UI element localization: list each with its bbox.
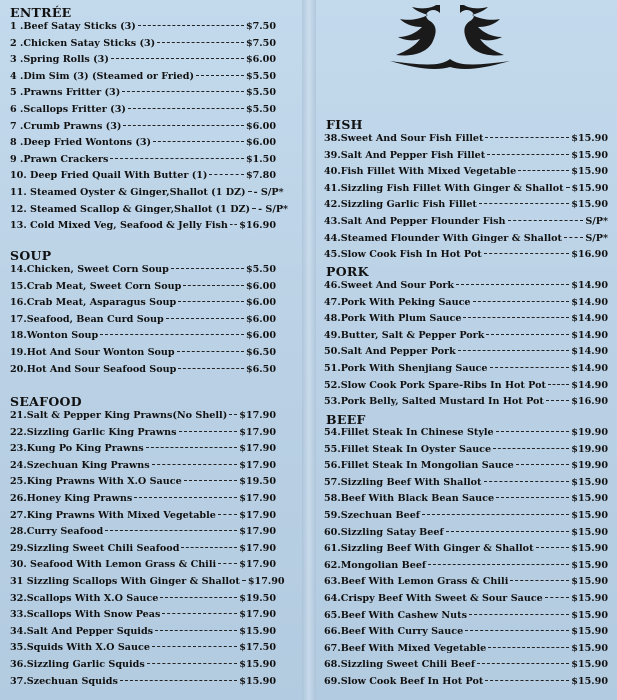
menu-item: [324, 363, 608, 380]
leader-dots: [134, 497, 237, 498]
menu-item-name: 55.Fillet Steak In Oyster Sauce: [324, 443, 492, 455]
menu-item-price: $14.90: [571, 280, 608, 291]
leader-dots: [422, 514, 569, 515]
menu-item: [10, 626, 276, 643]
leader-dots: [122, 91, 244, 92]
menu-item-price: $15.90: [239, 625, 276, 637]
menu-item-name: 15.Crab Meat, Sweet Corn Soup: [10, 280, 182, 292]
menu-item-name: 10. Deep Fried Quail With Butter (1): [10, 170, 208, 182]
menu-item-price: $19.90: [571, 443, 608, 455]
menu-item: [324, 593, 608, 610]
leader-dots: [486, 334, 569, 335]
menu-item-price: $6.50: [245, 346, 276, 358]
menu-item: [324, 233, 608, 250]
menu-item-price: $5.50: [245, 87, 276, 99]
menu-item-name: 2 .Chicken Satay Sticks (3): [10, 37, 156, 49]
menu-item-name: 6 .Scallops Fritter (3): [10, 103, 126, 115]
menu-item-name: 25.King Prawns With X.O Sauce: [10, 476, 182, 488]
leader-dots: [230, 224, 237, 225]
menu-item: [10, 220, 276, 237]
menu-item-name: 59.Szechuan Beef: [324, 509, 420, 521]
menu-item-name: 22.Sizzling Garlic King Prawns: [10, 426, 177, 438]
menu-item-price: $17.90: [239, 559, 276, 571]
menu-item-name: 57.Sizzling Beef With Shallot: [324, 476, 482, 488]
menu-item: [324, 659, 608, 676]
menu-item-name: 18.Wonton Soup: [10, 330, 99, 342]
menu-item-name: 11. Steamed Oyster & Ginger,Shallot (1 DZ): [10, 186, 246, 198]
menu-item-name: 14.Chicken, Sweet Corn Soup: [10, 264, 169, 275]
menu-item-price: $17.90: [239, 443, 276, 455]
leader-dots: [473, 301, 570, 302]
menu-item-name: 53.Pork Belly, Salted Mustard In Hot Pot: [324, 396, 544, 408]
leader-dots: [463, 317, 569, 318]
leader-dots: [123, 125, 244, 126]
menu-item-name: 40.Fish Fillet With Mixed Vegetable: [324, 166, 517, 178]
menu-item-name: 30. Seafood With Lemon Grass & Chili: [10, 559, 217, 571]
leader-dots: [428, 564, 569, 565]
menu-item: [10, 104, 276, 121]
menu-item: [10, 71, 276, 88]
menu-item: [10, 330, 276, 347]
menu-item-name: 58.Beef With Black Bean Sauce: [324, 493, 495, 505]
menu-item: [324, 527, 608, 544]
leader-dots: [496, 497, 569, 498]
menu-item-price: $16.90: [239, 220, 276, 232]
menu-item-price: $5.50: [245, 264, 276, 275]
menu-item-price: $15.90: [571, 592, 608, 604]
leader-dots: [242, 580, 246, 581]
leader-dots: [218, 563, 237, 564]
menu-item: [10, 314, 276, 331]
menu-item-price: $1.50: [245, 153, 276, 165]
menu-item-name: 16.Crab Meat, Asparagus Soup: [10, 297, 177, 309]
menu-item-name: 7 .Crumb Prawns (3): [10, 120, 122, 132]
menu-item: [10, 347, 276, 364]
menu-item-price: $7.80: [245, 170, 276, 182]
menu-item: [10, 281, 276, 298]
menu-item-price: $19.90: [571, 427, 608, 438]
menu-item-name: 28.Curry Seafood: [10, 526, 104, 538]
menu-item-price: $15.90: [571, 675, 608, 687]
menu-item: [10, 121, 276, 138]
menu-item-name: 68.Sizzling Sweet Chili Beef: [324, 659, 475, 671]
leader-dots: [252, 208, 256, 209]
leader-dots: [458, 350, 570, 351]
leader-dots: [536, 547, 570, 548]
menu-item-name: 8 .Deep Fried Wontons (3): [10, 137, 152, 149]
menu-item-name: 26.Honey King Prawns: [10, 492, 133, 504]
menu-item-name: 45.Slow Cook Fish In Hot Pot: [324, 249, 482, 261]
menu-item-price: $15.90: [239, 658, 276, 670]
menu-item: [324, 330, 608, 347]
leader-dots: [171, 268, 244, 269]
menu-item-name: 66.Beef With Curry Sauce: [324, 626, 464, 638]
beef-list: [324, 427, 608, 693]
menu-item-price: $15.90: [571, 576, 608, 588]
leader-dots: [120, 680, 237, 681]
menu-item: [324, 676, 608, 693]
menu-item-price: $15.90: [571, 609, 608, 621]
menu-item: [10, 87, 276, 104]
section-title-soup: SOUP: [10, 248, 52, 263]
seafood-list: [10, 410, 285, 692]
menu-item-name: 44.Steamed Flounder With Ginger & Shallot: [324, 232, 562, 244]
menu-item-price: S/P*: [585, 232, 608, 244]
menu-item-name: 56.Fillet Steak In Mongolian Sauce: [324, 460, 514, 472]
section-title-seafood: SEAFOOD: [10, 394, 82, 409]
menu-item: [324, 543, 608, 560]
menu-item-price: $6.00: [245, 330, 276, 342]
menu-item-name: 12. Steamed Scallop & Ginger,Shallot (1 DZ): [10, 203, 251, 215]
leader-dots: [487, 154, 569, 155]
leader-dots: [229, 414, 237, 415]
leader-dots: [147, 663, 238, 664]
menu-item: [324, 297, 608, 314]
menu-item-name: 46.Sweet And Sour Pork: [324, 280, 455, 291]
menu-item-price: $15.90: [571, 182, 609, 194]
menu-item-price: $15.90: [571, 642, 608, 654]
menu-item-price: $19.50: [239, 476, 276, 488]
menu-item-name: 52.Slow Cook Pork Spare-Ribs In Hot Pot: [324, 379, 546, 391]
menu-item: [10, 170, 276, 187]
fish-list: [324, 133, 608, 266]
menu-item: [10, 559, 276, 576]
menu-item: [10, 642, 276, 659]
leader-dots: [545, 597, 570, 598]
menu-item: [10, 427, 276, 444]
menu-item-name: 62.Mongolian Beef: [324, 559, 427, 571]
menu-item-price: $17.90: [239, 542, 276, 554]
leader-dots: [183, 285, 244, 286]
menu-item-price: $16.90: [571, 249, 608, 261]
menu-item-name: 5 .Prawns Fritter (3): [10, 87, 121, 99]
menu-item: [10, 526, 276, 543]
menu-item: [324, 216, 608, 233]
leader-dots: [446, 531, 570, 532]
menu-item-name: 36.Sizzling Garlic Squids: [10, 658, 145, 670]
menu-item-price: $19.50: [239, 592, 276, 604]
menu-item: [324, 510, 608, 527]
leader-dots: [516, 464, 570, 465]
menu-item-price: $7.50: [245, 37, 276, 49]
menu-item-price: $15.90: [571, 166, 608, 178]
menu-item-price: $14.90: [571, 346, 608, 358]
menu-item-price: $15.90: [571, 659, 608, 671]
menu-item-name: 4 .Dim Sim (3) (Steamed or Fried): [10, 70, 194, 82]
menu-item: [10, 364, 276, 381]
menu-item-price: - S/P*: [253, 186, 284, 198]
leader-dots: [479, 203, 569, 204]
menu-item: [10, 609, 276, 626]
leader-dots: [510, 580, 569, 581]
menu-item-name: 27.King Prawns With Mixed Vegetable: [10, 509, 216, 521]
menu-item: [324, 183, 608, 200]
leader-dots: [488, 647, 569, 648]
section-title-beef: BEEF: [326, 412, 366, 427]
menu-item: [324, 280, 608, 297]
menu-item-name: 51.Pork With Shenjiang Sauce: [324, 362, 488, 374]
menu-item: [324, 380, 608, 397]
leader-dots: [100, 334, 244, 335]
leader-dots: [456, 284, 569, 285]
menu-item-price: $14.90: [571, 379, 608, 391]
menu-item: [10, 203, 289, 221]
leader-dots: [166, 318, 244, 319]
menu-item-name: 23.Kung Po King Prawns: [10, 443, 144, 455]
menu-item: [324, 576, 608, 593]
menu-item-price: $5.50: [245, 103, 276, 115]
menu-item-price: $17.90: [239, 509, 276, 521]
menu-item-price: $15.90: [571, 493, 608, 505]
menu-item: [324, 626, 608, 643]
leader-dots: [162, 613, 237, 614]
menu-item-name: 47.Pork With Peking Sauce: [324, 296, 471, 308]
leader-dots: [484, 253, 570, 254]
menu-item-name: 13. Cold Mixed Veg, Seafood & Jelly Fish: [10, 220, 228, 232]
leader-dots: [196, 75, 244, 76]
menu-item-name: 64.Crispy Beef With Sweet & Sour Sauce: [324, 592, 543, 604]
page-fold: [302, 0, 316, 700]
leader-dots: [179, 431, 238, 432]
leader-dots: [146, 447, 238, 448]
menu-item: [10, 443, 276, 460]
leader-dots: [484, 481, 570, 482]
leader-dots: [490, 367, 570, 368]
soup-list: [10, 264, 276, 380]
menu-item-name: 9 .Prawn Crackers: [10, 153, 109, 165]
leader-dots: [485, 137, 569, 138]
menu-item-name: 34.Salt And Pepper Squids: [10, 625, 154, 637]
leader-dots: [518, 170, 569, 171]
menu-item-price: $14.90: [571, 313, 608, 325]
leader-dots: [566, 187, 570, 188]
menu-item-price: $16.90: [571, 396, 608, 408]
menu-item-price: $17.90: [239, 526, 276, 538]
menu-item-name: 31 Sizzling Scallops With Ginger & Shallot: [10, 575, 240, 587]
leader-dots: [110, 158, 244, 159]
menu-item-price: $17.90: [239, 410, 276, 421]
menu-item-price: $17.90: [239, 426, 276, 438]
menu-item-name: 42.Sizzling Garlic Fish Fillet: [324, 199, 477, 211]
menu-item: [10, 154, 276, 171]
menu-item: [10, 54, 276, 71]
menu-item: [10, 21, 276, 38]
menu-item-name: 61.Sizzling Beef With Ginger & Shallot: [324, 543, 534, 555]
menu-item: [10, 186, 284, 204]
leader-dots: [485, 680, 569, 681]
menu-item-name: 35.Squids With X.O Sauce: [10, 642, 150, 654]
menu-item-price: - S/P*: [258, 203, 289, 215]
menu-item-name: 50.Salt And Pepper Pork: [324, 346, 456, 358]
leader-dots: [209, 174, 243, 175]
menu-item-name: 65.Beef With Cashew Nuts: [324, 609, 467, 621]
leader-dots: [105, 530, 237, 531]
leader-dots: [496, 431, 570, 432]
entree-list: [10, 21, 289, 237]
menu-item-price: $17.50: [239, 642, 276, 654]
menu-item-name: 41.Sizzling Fish Fillet With Ginger & Shallot: [324, 182, 564, 194]
menu-item-name: 67.Beef With Mixed Vegetable: [324, 642, 487, 654]
menu-item: [324, 427, 608, 444]
menu-item-price: $17.90: [239, 459, 276, 471]
menu-item-name: 60.Sizzling Satay Beef: [324, 526, 444, 538]
leader-dots: [493, 448, 569, 449]
menu-item-price: $19.90: [571, 460, 608, 472]
leader-dots: [153, 141, 244, 142]
menu-item-name: 17.Seafood, Bean Curd Soup: [10, 313, 164, 325]
menu-item-price: $6.00: [245, 313, 276, 325]
menu-item-price: $14.90: [571, 329, 608, 341]
menu-item: [324, 610, 608, 627]
leader-dots: [546, 400, 569, 401]
menu-item-name: 33.Scallops With Snow Peas: [10, 609, 161, 621]
leader-dots: [465, 630, 569, 631]
menu-item-price: $14.90: [571, 296, 608, 308]
menu-item-price: $6.00: [245, 297, 276, 309]
menu-item-price: $15.90: [571, 199, 608, 211]
leader-dots: [128, 108, 244, 109]
leader-dots: [178, 368, 244, 369]
menu-item-price: $15.90: [571, 559, 608, 571]
menu-item: [324, 493, 608, 510]
leader-dots: [138, 25, 244, 26]
menu-item-name: 29.Sizzling Sweet Chili Seafood: [10, 542, 180, 554]
menu-item-price: $15.90: [239, 675, 276, 687]
menu-item: [10, 38, 276, 55]
menu-item: [324, 643, 608, 660]
leader-dots: [469, 614, 569, 615]
menu-item-price: $15.90: [571, 509, 608, 521]
menu-item-price: $17.90: [239, 492, 276, 504]
leader-dots: [248, 191, 252, 192]
leader-dots: [157, 42, 244, 43]
menu-item-price: $14.90: [571, 362, 608, 374]
leader-dots: [477, 663, 569, 664]
menu-item: [10, 676, 276, 693]
leader-dots: [508, 220, 584, 221]
menu-item: [10, 264, 276, 281]
leader-dots: [111, 58, 244, 59]
leader-dots: [152, 464, 238, 465]
menu-item: [10, 510, 276, 527]
menu-item-name: 49.Butter, Salt & Pepper Pork: [324, 329, 485, 341]
menu-item-name: 37.Szechuan Squids: [10, 675, 118, 687]
menu-item-price: $6.00: [245, 137, 276, 149]
leader-dots: [548, 384, 569, 385]
menu-item-price: $6.50: [245, 363, 276, 375]
menu-item-price: $15.90: [571, 133, 608, 144]
menu-item-name: 63.Beef With Lemon Grass & Chili: [324, 576, 509, 588]
menu-item-price: $17.90: [239, 609, 276, 621]
menu-item: [10, 543, 276, 560]
menu-item: [10, 593, 276, 610]
menu-item-name: 39.Salt And Pepper Fish Fillet: [324, 149, 486, 161]
menu-item: [324, 199, 608, 216]
menu-item: [324, 150, 608, 167]
leader-dots: [184, 480, 238, 481]
menu-item-name: 19.Hot And Sour Wonton Soup: [10, 346, 175, 358]
menu-item-price: $15.90: [571, 543, 608, 555]
menu-item-name: 54.Fillet Steak In Chinese Style: [324, 427, 494, 438]
menu-item-price: $15.90: [571, 626, 608, 638]
menu-item: [324, 133, 608, 150]
menu-item-price: $6.00: [245, 280, 276, 292]
leader-dots: [160, 597, 237, 598]
menu-item-name: 24.Szechuan King Prawns: [10, 459, 150, 471]
menu-item-name: 38.Sweet And Sour Fish Fillet: [324, 133, 484, 144]
menu-item-price: $6.00: [245, 120, 276, 132]
menu-item: [324, 346, 608, 363]
leader-dots: [155, 630, 237, 631]
swans-logo: [370, 5, 530, 75]
menu-item-name: 32.Scallops With X.O Sauce: [10, 592, 159, 604]
menu-item: [10, 575, 285, 593]
menu-item: [10, 137, 276, 154]
menu-item: [324, 477, 608, 494]
menu-item: [10, 460, 276, 477]
menu-item: [10, 297, 276, 314]
menu-item: [324, 396, 608, 413]
menu-item: [10, 410, 276, 427]
section-title-pork: PORK: [326, 264, 369, 279]
menu-item-name: 43.Salt And Pepper Flounder Fish: [324, 215, 506, 227]
menu-item-price: $5.50: [245, 70, 276, 82]
menu-item-name: 21.Salt & Pepper King Prawns(No Shell): [10, 410, 228, 421]
leader-dots: [181, 547, 237, 548]
menu-item-price: $7.50: [245, 21, 276, 32]
menu-item-price: $15.90: [571, 476, 608, 488]
leader-dots: [178, 301, 244, 302]
menu-item: [10, 493, 276, 510]
leader-dots: [218, 514, 237, 515]
menu-item-name: 20.Hot And Sour Seafood Soup: [10, 363, 177, 375]
section-title-fish: FISH: [326, 117, 363, 132]
menu-item-name: 1 .Beef Satay Sticks (3): [10, 21, 136, 32]
menu-item: [10, 476, 276, 493]
menu-item-price: $6.00: [245, 54, 276, 66]
section-title-entree: ENTRÉE: [10, 5, 72, 20]
menu-item: [324, 313, 608, 330]
menu-item-price: S/P*: [585, 215, 608, 227]
menu-item-price: $17.90: [247, 575, 285, 587]
leader-dots: [152, 646, 237, 647]
menu-item-price: $15.90: [571, 149, 608, 161]
menu-item: [324, 560, 608, 577]
menu-item-name: 3 .Spring Rolls (3): [10, 54, 109, 66]
menu-item: [10, 659, 276, 676]
pork-list: [324, 280, 608, 413]
menu-item: [324, 166, 608, 183]
menu-item: [324, 460, 608, 477]
menu-item-name: 69.Slow Cook Beef In Hot Pot: [324, 675, 484, 687]
leader-dots: [177, 351, 244, 352]
menu-item: [324, 444, 608, 461]
leader-dots: [564, 237, 583, 238]
menu-item-price: $15.90: [571, 526, 608, 538]
menu-item-name: 48.Pork With Plum Sauce: [324, 313, 462, 325]
